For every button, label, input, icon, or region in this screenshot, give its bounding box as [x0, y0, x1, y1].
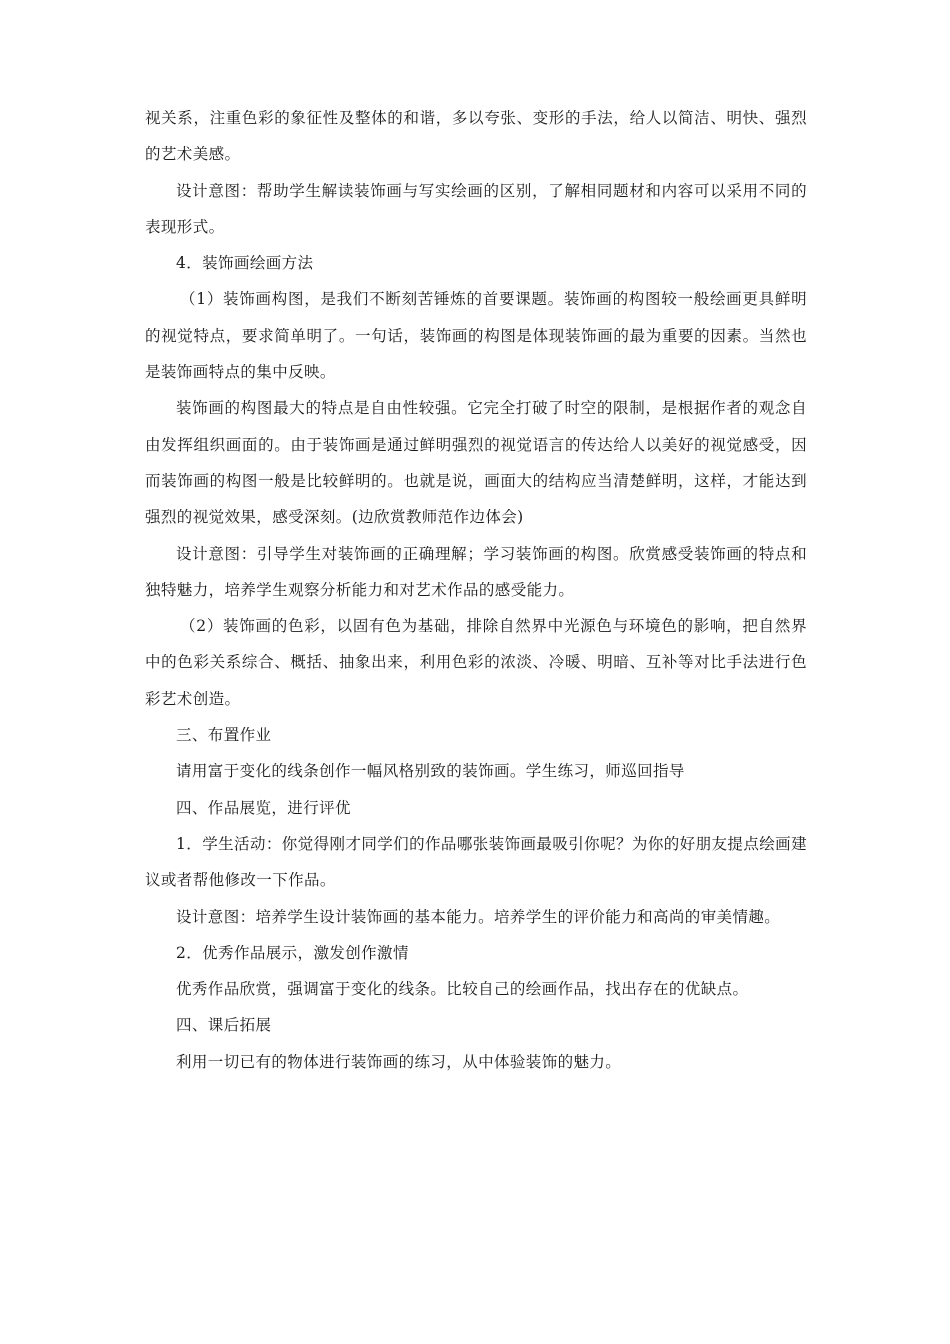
section-heading-exhibition: 四、作品展览，进行评优: [176, 798, 351, 817]
paragraph-student-activity: 1．学生活动：你觉得刚才同学们的作品哪张装饰画最吸引你呢？为你的好朋友提点绘画建议或者帮他修改一下作品。: [145, 834, 807, 890]
paragraph-continuation: 视关系，注重色彩的象征性及整体的和谐，多以夸张、变形的手法，给人以简洁、明快、强烈的艺术美感。: [145, 109, 807, 164]
section-heading-painting-method: 4．装饰画绘画方法: [176, 254, 314, 273]
section-heading-extension: 四、课后拓展: [176, 1016, 272, 1035]
paragraph-design-intent-1: 设计意图：帮助学生解读装饰画与写实绘画的区别，了解相同题材和内容可以采用不同的表现形式。: [145, 181, 807, 236]
paragraph-design-intent-3: 设计意图：培养学生设计装饰画的基本能力。培养学生的评价能力和高尚的审美情趣。: [176, 907, 781, 926]
paragraph-color: （2）装饰画的色彩，以固有色为基础，排除自然界中光源色与环境色的影响，把自然界中的色彩关系综合、概括、抽象出来，利用色彩的浓淡、冷暖、明暗、互补等对比手法进行色彩艺术创造。: [145, 617, 807, 708]
paragraph-appreciation: 优秀作品欣赏，强调富于变化的线条。比较自己的绘画作品，找出存在的优缺点。: [176, 980, 749, 999]
paragraph-assignment: 请用富于变化的线条创作一幅风格别致的装饰画。学生练习，师巡回指导: [176, 762, 685, 781]
paragraph-extension: 利用一切已有的物体进行装饰画的练习，从中体验装饰的魅力。: [176, 1052, 622, 1071]
section-heading-showcase: 2．优秀作品展示，激发创作激情: [176, 943, 409, 962]
section-heading-assignment: 三、布置作业: [176, 726, 272, 745]
document-page: [145, 100, 807, 1080]
paragraph-composition: （1）装饰画构图，是我们不断刻苦锤炼的首要课题。装饰画的构图较一般绘画更具鲜明的视觉特点，要求简单明了。一句话，装饰画的构图是体现装饰画的最为重要的因素。当然也是装饰画特点的集中反映。: [145, 290, 807, 382]
paragraph-composition-features: 装饰画的构图最大的特点是自由性较强。它完全打破了时空的限制，是根据作者的观念自由发挥组织画面的。由于装饰画是通过鲜明强烈的视觉语言的传达给人以美好的视觉感受，因而装饰画的构图一般是比较鲜明的。也就是说，画面大的结构应当清楚鲜明，这样，才能达到强烈的视觉效果，感受深刻。(边欣赏教师范作边体会): [145, 399, 807, 527]
paragraph-design-intent-2: 设计意图：引导学生对装饰画的正确理解；学习装饰画的构图。欣赏感受装饰画的特点和独特魅力，培养学生观察分析能力和对艺术作品的感受能力。: [145, 544, 807, 599]
